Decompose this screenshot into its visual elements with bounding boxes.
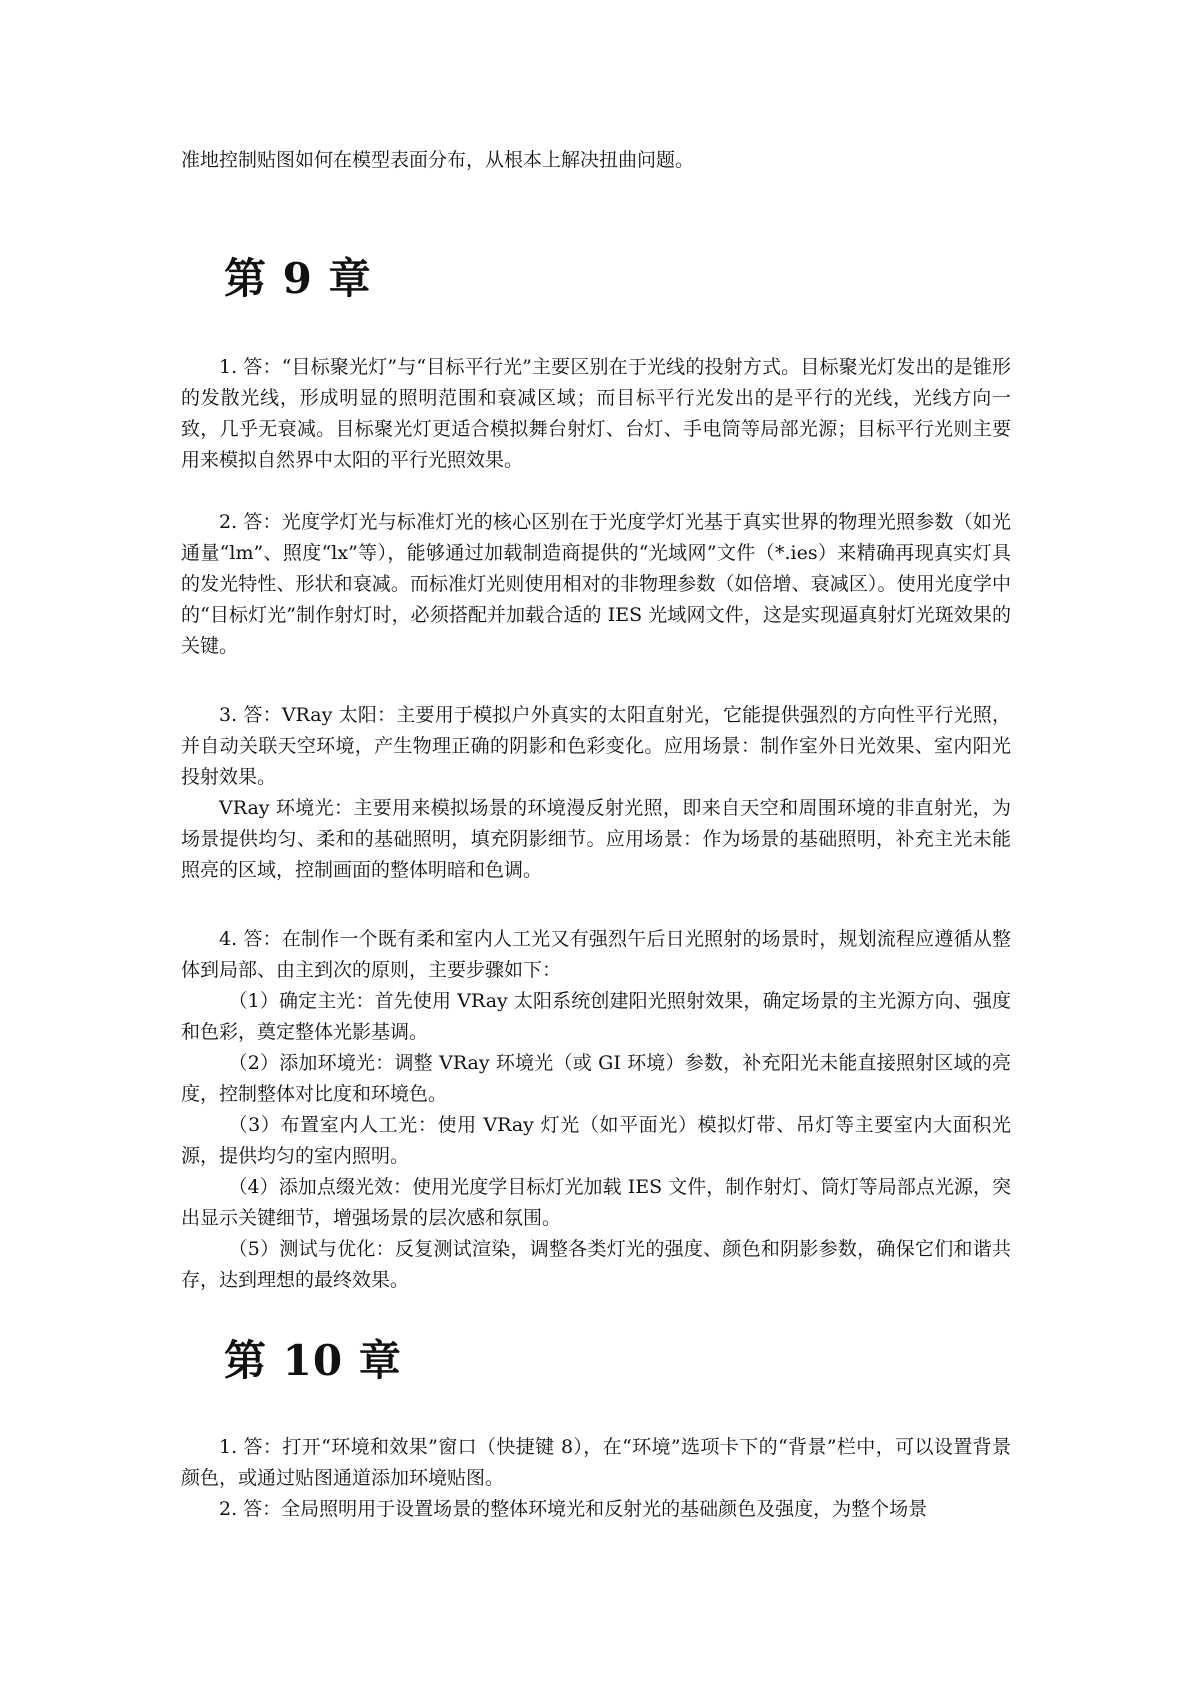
answer-paragraph: 1. 答：打开“环境和效果”窗口（快捷键 8），在“环境”选项卡下的“背景”栏中，可以设置背景颜色，或通过贴图通道添加环境贴图。 xyxy=(181,1436,1011,1489)
chapter-9-answer-4 xyxy=(181,924,1011,1296)
intro-block xyxy=(181,145,1011,176)
chapter-9-answer-1 xyxy=(181,352,1011,476)
answer-paragraph: 3. 答：VRay 太阳：主要用于模拟户外真实的太阳直射光，它能提供强烈的方向性平行光照，并自动关联天空环境，产生物理正确的阴影和色彩变化。应用场景：制作室外日光效果、室内阳光投射效果。 xyxy=(181,704,1011,788)
chapter-9-answer-3 xyxy=(181,700,1011,886)
intro-paragraph: 准地控制贴图如何在模型表面分布，从根本上解决扭曲问题。 xyxy=(181,149,695,171)
answer-paragraph: 2. 答：光度学灯光与标准灯光的核心区别在于光度学灯光基于真实世界的物理光照参数（如光通量“lm”、照度“lx”等），能够通过加载制造商提供的“光域网”文件（*.ies）来精确再现真实灯具的发光特性、形状和衰减。而标准灯光则使用相对的非物理参数（如倍增、衰减区）。使用光度学中的“目标灯光”制作射灯时，必须搭配并加载合适的 IES 光域网文件，这是实现逼真射灯光斑效果的关键。 xyxy=(181,511,1011,657)
step-item: （2）添加环境光：调整 VRay 环境光（或 GI 环境）参数，补充阳光未能直接照射区域的亮度，控制整体对比度和环境色。 xyxy=(181,1052,1011,1105)
answer-paragraph: VRay 环境光：主要用来模拟场景的环境漫反射光照，即来自天空和周围环境的非直射光，为场景提供均匀、柔和的基础照明，填充阴影细节。应用场景：作为场景的基础照明，补充主光未能照亮的区域，控制画面的整体明暗和色调。 xyxy=(181,797,1011,881)
step-item: （5）测试与优化：反复测试渲染，调整各类灯光的强度、颜色和阴影参数，确保它们和谐共存，达到理想的最终效果。 xyxy=(181,1238,1011,1291)
chapter-9-title: 第 9 章 xyxy=(224,254,372,303)
answer-paragraph: 1. 答：“目标聚光灯”与“目标平行光”主要区别在于光线的投射方式。目标聚光灯发出的是锥形的发散光线，形成明显的照明范围和衰减区域；而目标平行光发出的是平行的光线，光线方向一致，几乎无衰减。目标聚光灯更适合模拟舞台射灯、台灯、手电筒等局部光源；目标平行光则主要用来模拟自然界中太阳的平行光照效果。 xyxy=(181,356,1011,471)
step-item: （3）布置室内人工光：使用 VRay 灯光（如平面光）模拟灯带、吊灯等主要室内大面积光源，提供均匀的室内照明。 xyxy=(181,1114,1011,1167)
answer-paragraph: 4. 答：在制作一个既有柔和室内人工光又有强烈午后日光照射的场景时，规划流程应遵循从整体到局部、由主到次的原则，主要步骤如下： xyxy=(181,928,1011,981)
chapter-10-answers xyxy=(181,1432,1011,1525)
chapter-10-title: 第 10 章 xyxy=(224,1336,402,1385)
step-item: （1）确定主光：首先使用 VRay 太阳系统创建阳光照射效果，确定场景的主光源方向、强度和色彩，奠定整体光影基调。 xyxy=(181,990,1011,1043)
answer-paragraph: 2. 答：全局照明用于设置场景的整体环境光和反射光的基础颜色及强度，为整个场景 xyxy=(219,1498,928,1520)
step-item: （4）添加点缀光效：使用光度学目标灯光加载 IES 文件，制作射灯、筒灯等局部点光源，突出显示关键细节，增强场景的层次感和氛围。 xyxy=(181,1176,1011,1229)
chapter-9-answer-2 xyxy=(181,507,1011,662)
